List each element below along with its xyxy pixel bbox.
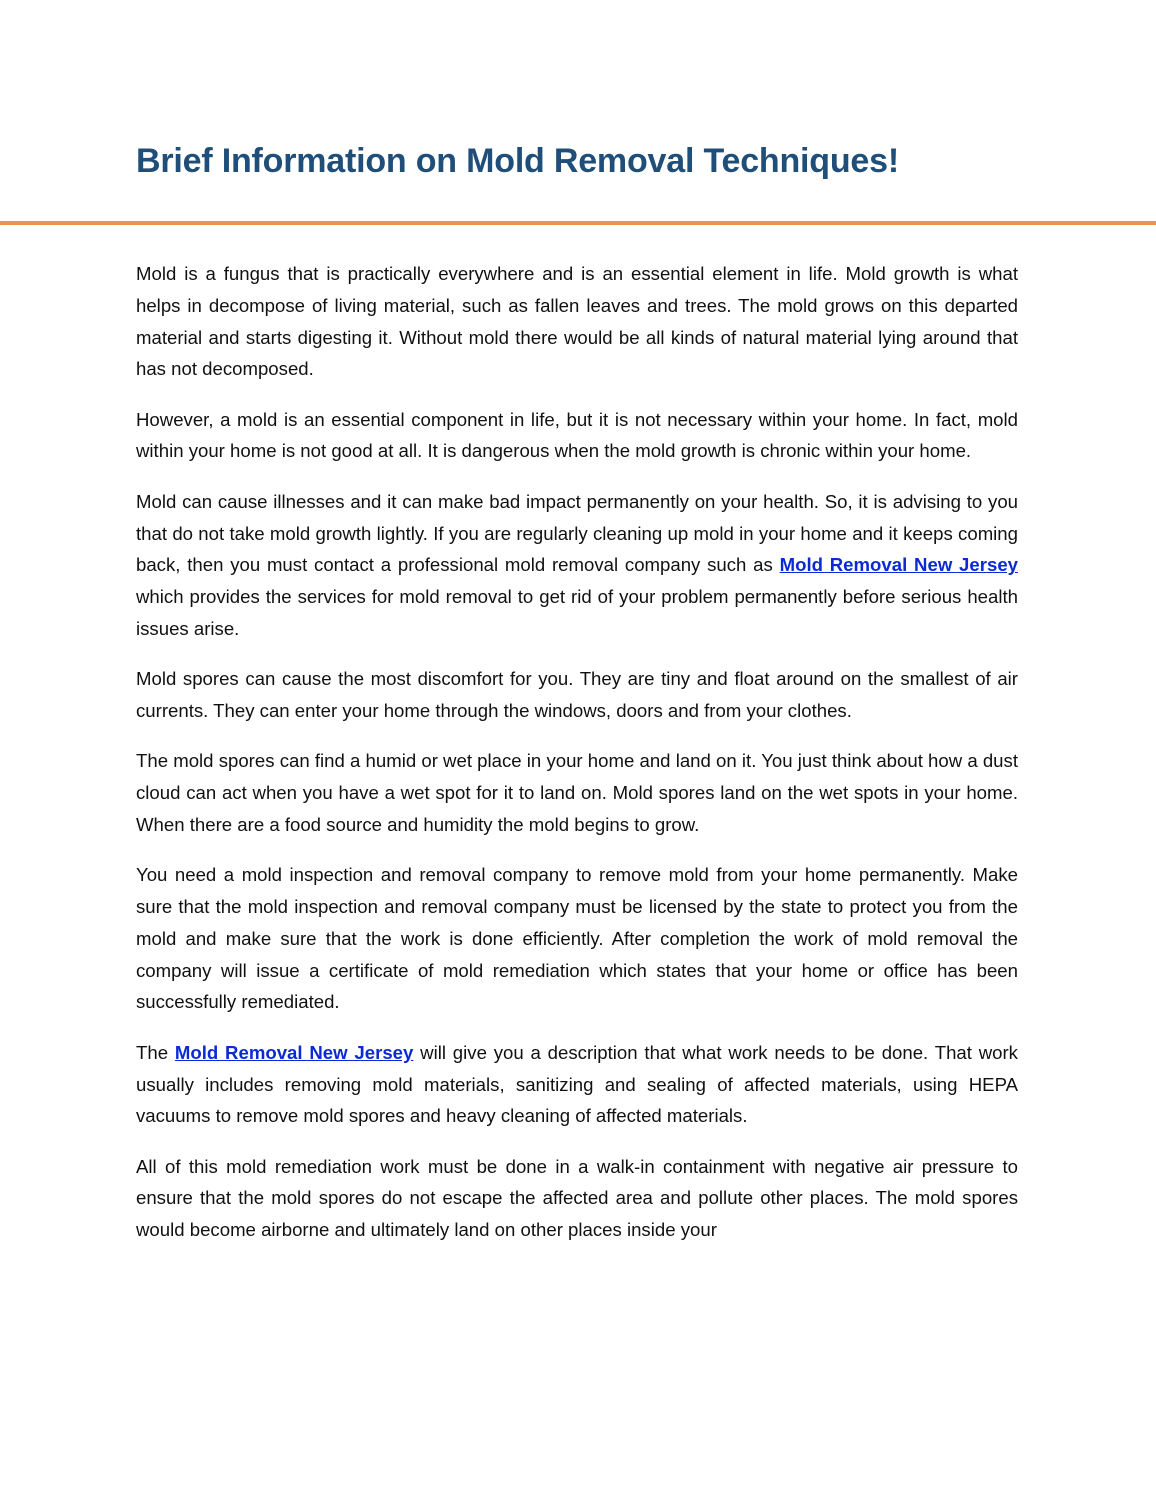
paragraph-2: However, a mold is an essential component in life, but it is not necessary within your home. In fact, mold within your home is not good at all. It is dangerous when the mold growth is chronic within your home. — [136, 408, 1018, 462]
paragraph-3-text-after: which provides the services for mold removal to get rid of your problem permanently before serious health issues arise. — [136, 586, 1018, 639]
paragraph-1: Mold is a fungus that is practically everywhere and is an essential element in life. Mold growth is what helps in decompose of living material, such as fallen leaves and trees. The mold grows on this departed material and starts digesting it. Without mold there would be all kinds of natural material lying around that has not decomposed. — [136, 263, 1018, 380]
paragraph-7-text-after: will give you a description that what work needs to be done. That work usually includes removing mold materials, sanitizing and sealing of affected materials, using HEPA vacuums to remove mold spores and heavy cleaning of affected materials. — [136, 1041, 1018, 1127]
mold-removal-new-jersey-link-2[interactable]: Mold Removal New Jersey — [174, 1041, 414, 1063]
page-title: Brief Information on Mold Removal Techniques! — [136, 142, 899, 180]
title-divider — [0, 221, 1156, 225]
paragraph-7-text-before: The — [136, 1041, 175, 1063]
paragraph-3 — [136, 486, 1018, 645]
document-body — [136, 258, 1018, 1265]
paragraph-3-text-before: Mold can cause illnesses and it can make bad impact permanently on your health. So, it is advising to you that do not take mold growth lightly. If you are regularly cleaning up mold in your home and it keeps coming back, then you must contact a professional mold removal company such as — [136, 490, 1018, 576]
paragraph-4: Mold spores can cause the most discomfort for you. They are tiny and float around on the smallest of air currents. They can enter your home through the windows, doors and from your clothes. — [136, 668, 1018, 722]
paragraph-5: The mold spores can find a humid or wet place in your home and land on it. You just think about how a dust cloud can act when you have a wet spot for it to land on. Mold spores land on the wet spots in your home. When there are a food source and humidity the mold begins to grow. — [136, 750, 1018, 835]
paragraph-8: All of this mold remediation work must be done in a walk-in containment with negative air pressure to ensure that the mold spores do not escape the affected area and pollute other places. The mold spores would become airborne and ultimately land on other places inside your — [136, 1155, 1018, 1241]
mold-removal-new-jersey-link[interactable]: Mold Removal New Jersey — [779, 554, 1018, 576]
paragraph-7 — [136, 1037, 1018, 1132]
paragraph-6: You need a mold inspection and removal company to remove mold from your home permanently. Make sure that the mold inspection and removal company must be licensed by the state to protect you from the mold and make sure that the work is done efficiently. After completion the work of mold removal the company will issue a certificate of mold remediation which states that your home or office has been successfully remediated. — [136, 864, 1018, 1013]
